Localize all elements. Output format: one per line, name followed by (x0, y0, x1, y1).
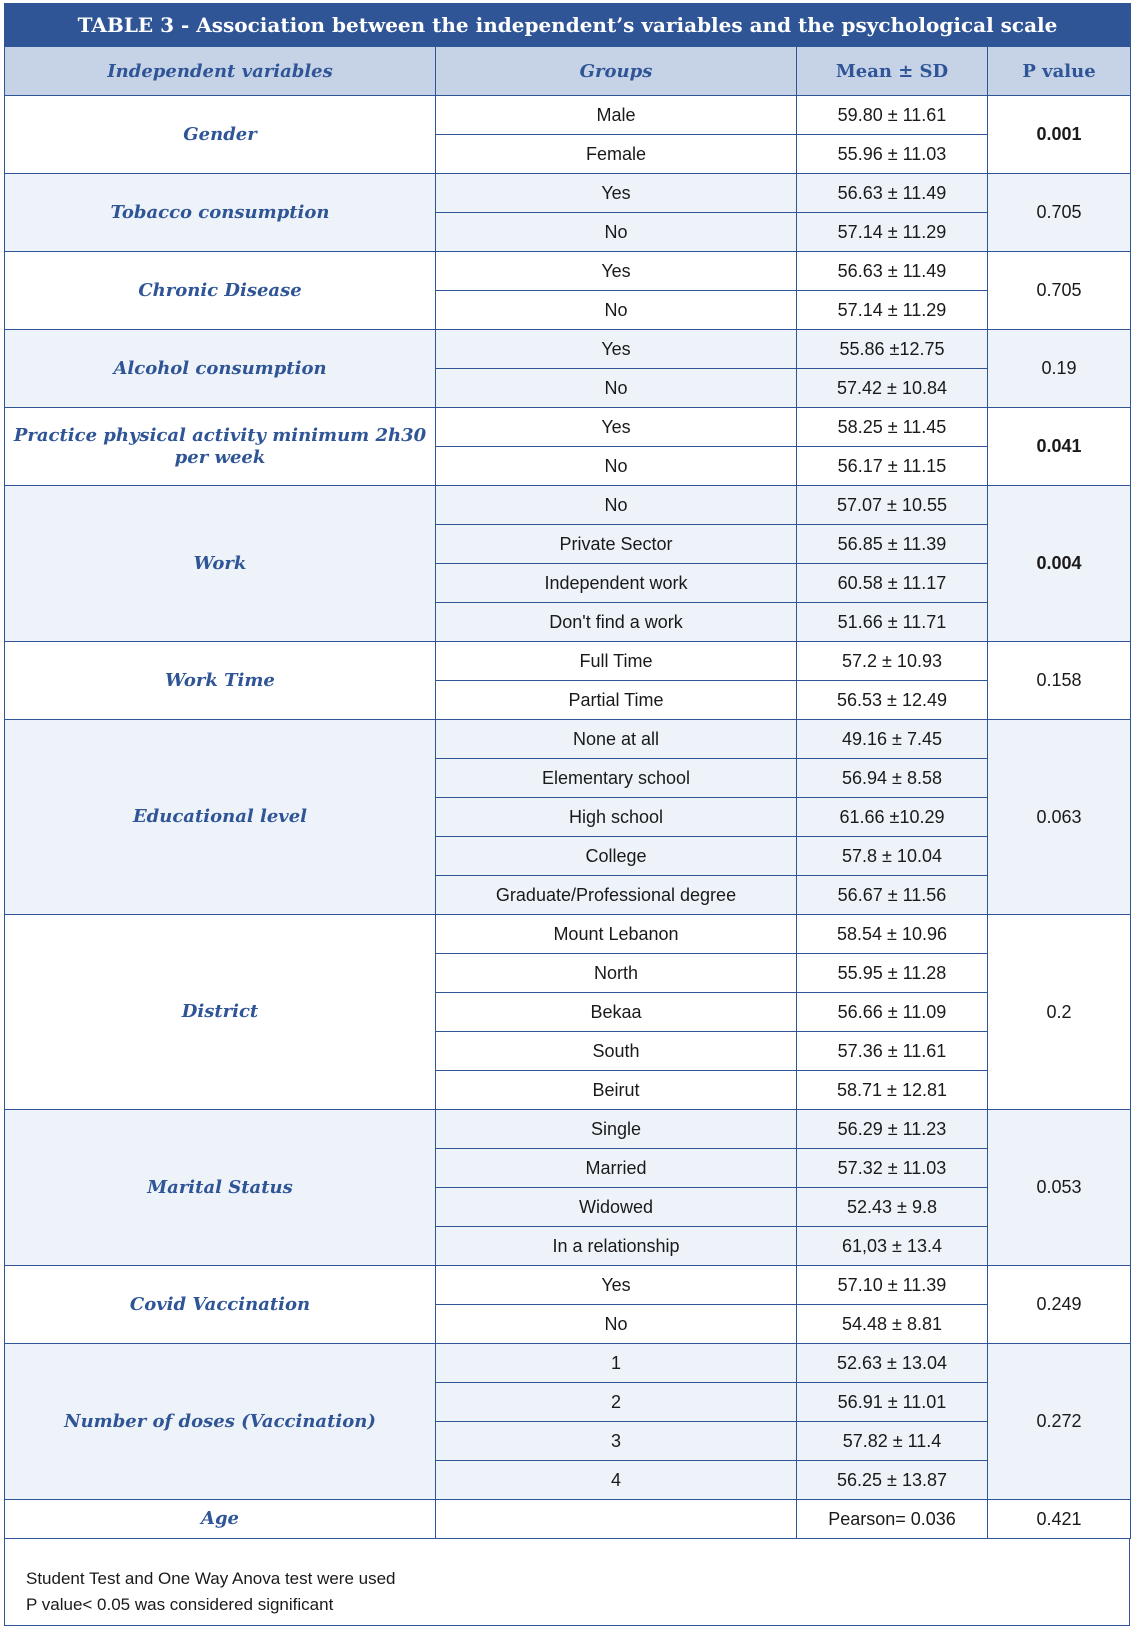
group-cell: Elementary school (436, 759, 797, 798)
variable-cell: Tobacco consumption (5, 174, 436, 252)
table-title: TABLE 3 - Association between the independent’s variables and the psychological scale (5, 4, 1131, 47)
group-cell: Graduate/Professional degree (436, 876, 797, 915)
group-cell: No (436, 486, 797, 525)
table-row (5, 642, 1131, 681)
group-cell: In a relationship (436, 1227, 797, 1266)
mean-sd-cell: 55.86 ±12.75 (797, 330, 988, 369)
mean-sd-cell: 56.53 ± 12.49 (797, 681, 988, 720)
group-cell: Independent work (436, 564, 797, 603)
mean-sd-cell: 58.54 ± 10.96 (797, 915, 988, 954)
p-value-cell: 0.053 (988, 1110, 1131, 1266)
header-groups: Groups (436, 47, 797, 96)
mean-sd-cell: 57.2 ± 10.93 (797, 642, 988, 681)
group-cell: Private Sector (436, 525, 797, 564)
mean-sd-cell: 57.07 ± 10.55 (797, 486, 988, 525)
variable-cell: District (5, 915, 436, 1110)
table-row (5, 408, 1131, 447)
header-p-value: P value (988, 47, 1131, 96)
group-cell: Yes (436, 174, 797, 213)
variable-cell: Work (5, 486, 436, 642)
table-row (5, 1110, 1131, 1149)
variable-cell: Gender (5, 96, 436, 174)
footnote-tests: Student Test and One Way Anova test were used (26, 1569, 396, 1588)
table-row (5, 486, 1131, 525)
group-cell: 4 (436, 1461, 797, 1500)
mean-sd-cell: 57.8 ± 10.04 (797, 837, 988, 876)
association-table (4, 3, 1131, 1539)
variable-cell: Age (5, 1500, 436, 1539)
table-row (5, 915, 1131, 954)
mean-sd-cell: 49.16 ± 7.45 (797, 720, 988, 759)
p-value-cell: 0.705 (988, 174, 1131, 252)
mean-sd-cell: 57.82 ± 11.4 (797, 1422, 988, 1461)
group-cell: Yes (436, 1266, 797, 1305)
table-body (5, 96, 1131, 1539)
table-row (5, 96, 1131, 135)
mean-sd-cell: 56.25 ± 13.87 (797, 1461, 988, 1500)
mean-sd-cell: 57.36 ± 11.61 (797, 1032, 988, 1071)
group-cell: No (436, 369, 797, 408)
p-value-cell: 0.421 (988, 1500, 1131, 1539)
table-row (5, 720, 1131, 759)
table-row (5, 330, 1131, 369)
group-cell: Bekaa (436, 993, 797, 1032)
group-cell: Yes (436, 408, 797, 447)
variable-cell: Marital Status (5, 1110, 436, 1266)
mean-sd-cell: 57.32 ± 11.03 (797, 1149, 988, 1188)
mean-sd-cell: 56.91 ± 11.01 (797, 1383, 988, 1422)
variable-cell: Educational level (5, 720, 436, 915)
group-cell: No (436, 213, 797, 252)
mean-sd-cell: 56.67 ± 11.56 (797, 876, 988, 915)
variable-cell: Number of doses (Vaccination) (5, 1344, 436, 1500)
p-value-cell: 0.705 (988, 252, 1131, 330)
mean-sd-cell: 55.96 ± 11.03 (797, 135, 988, 174)
group-cell: No (436, 291, 797, 330)
group-cell: No (436, 1305, 797, 1344)
mean-sd-cell: 58.25 ± 11.45 (797, 408, 988, 447)
mean-sd-cell: 61,03 ± 13.4 (797, 1227, 988, 1266)
mean-sd-cell: 55.95 ± 11.28 (797, 954, 988, 993)
mean-sd-cell: 51.66 ± 11.71 (797, 603, 988, 642)
group-cell: Partial Time (436, 681, 797, 720)
p-value-cell: 0.063 (988, 720, 1131, 915)
mean-sd-cell: 56.63 ± 11.49 (797, 252, 988, 291)
group-cell: Beirut (436, 1071, 797, 1110)
group-cell (436, 1500, 797, 1539)
mean-sd-cell: 61.66 ±10.29 (797, 798, 988, 837)
mean-sd-cell: 56.63 ± 11.49 (797, 174, 988, 213)
p-value-cell: 0.2 (988, 915, 1131, 1110)
table-row (5, 174, 1131, 213)
group-cell: South (436, 1032, 797, 1071)
group-cell: No (436, 447, 797, 486)
group-cell: Single (436, 1110, 797, 1149)
p-value-cell: 0.249 (988, 1266, 1131, 1344)
group-cell: Married (436, 1149, 797, 1188)
variable-cell: Covid Vaccination (5, 1266, 436, 1344)
table-row (5, 1266, 1131, 1305)
group-cell: High school (436, 798, 797, 837)
group-cell: Yes (436, 330, 797, 369)
mean-sd-cell: Pearson= 0.036 (797, 1500, 988, 1539)
mean-sd-cell: 56.17 ± 11.15 (797, 447, 988, 486)
group-cell: North (436, 954, 797, 993)
variable-cell: Chronic Disease (5, 252, 436, 330)
table-footnotes (4, 1539, 1130, 1626)
table-row (5, 252, 1131, 291)
mean-sd-cell: 56.94 ± 8.58 (797, 759, 988, 798)
header-independent-variables: Independent variables (5, 47, 436, 96)
variable-cell: Alcohol consumption (5, 330, 436, 408)
group-cell: Mount Lebanon (436, 915, 797, 954)
variable-cell: Work Time (5, 642, 436, 720)
mean-sd-cell: 57.42 ± 10.84 (797, 369, 988, 408)
table-row (5, 1500, 1131, 1539)
variable-cell: Practice physical activity minimum 2h30 per week (5, 408, 436, 486)
group-cell: Widowed (436, 1188, 797, 1227)
group-cell: 2 (436, 1383, 797, 1422)
p-value-cell: 0.041 (988, 408, 1131, 486)
group-cell: College (436, 837, 797, 876)
table-container (4, 3, 1130, 1626)
group-cell: Yes (436, 252, 797, 291)
group-cell: Female (436, 135, 797, 174)
mean-sd-cell: 56.66 ± 11.09 (797, 993, 988, 1032)
mean-sd-cell: 56.29 ± 11.23 (797, 1110, 988, 1149)
p-value-cell: 0.001 (988, 96, 1131, 174)
group-cell: 3 (436, 1422, 797, 1461)
mean-sd-cell: 57.14 ± 11.29 (797, 213, 988, 252)
mean-sd-cell: 60.58 ± 11.17 (797, 564, 988, 603)
mean-sd-cell: 59.80 ± 11.61 (797, 96, 988, 135)
group-cell: 1 (436, 1344, 797, 1383)
header-mean-sd: Mean ± SD (797, 47, 988, 96)
p-value-cell: 0.004 (988, 486, 1131, 642)
mean-sd-cell: 54.48 ± 8.81 (797, 1305, 988, 1344)
group-cell: Male (436, 96, 797, 135)
mean-sd-cell: 52.43 ± 9.8 (797, 1188, 988, 1227)
p-value-cell: 0.158 (988, 642, 1131, 720)
group-cell: None at all (436, 720, 797, 759)
mean-sd-cell: 57.10 ± 11.39 (797, 1266, 988, 1305)
group-cell: Don't find a work (436, 603, 797, 642)
mean-sd-cell: 56.85 ± 11.39 (797, 525, 988, 564)
group-cell: Full Time (436, 642, 797, 681)
mean-sd-cell: 52.63 ± 13.04 (797, 1344, 988, 1383)
mean-sd-cell: 57.14 ± 11.29 (797, 291, 988, 330)
footnote-significance: P value< 0.05 was considered significant (26, 1595, 334, 1614)
table-row (5, 1344, 1131, 1383)
p-value-cell: 0.272 (988, 1344, 1131, 1500)
mean-sd-cell: 58.71 ± 12.81 (797, 1071, 988, 1110)
p-value-cell: 0.19 (988, 330, 1131, 408)
